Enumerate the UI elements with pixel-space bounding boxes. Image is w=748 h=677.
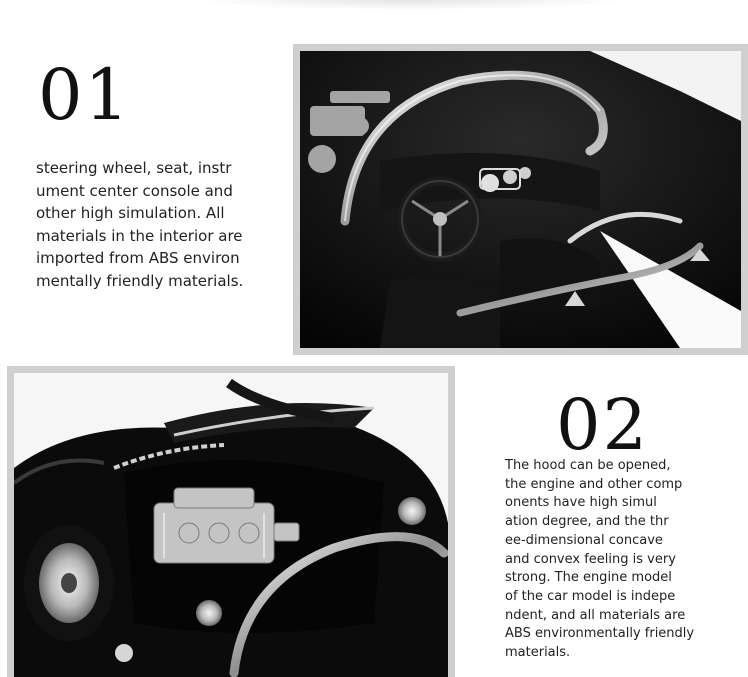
car-engine-photo [14,373,448,677]
interior-photo-frame [293,44,748,355]
feature-number-02: 02 [556,384,650,466]
car-interior-photo [300,51,741,348]
feature-number-01: 01 [38,54,132,136]
top-shadow-decoration [190,0,630,10]
feature-description-02: The hood can be opened, the engine and other comp onents have high simul ation degree, and the thr ee-dimensional concave and convex feeling is very strong. The engine model of the car model is indepe ndent, and all materials are ABS environmentally friendly materials. [505,458,695,661]
feature-description-01: steering wheel, seat, instr ument center console and other high simulation. All materials in the interior are imported from ABS environ mentally friendly materials. [36,159,244,290]
engine-photo-frame [7,366,455,677]
